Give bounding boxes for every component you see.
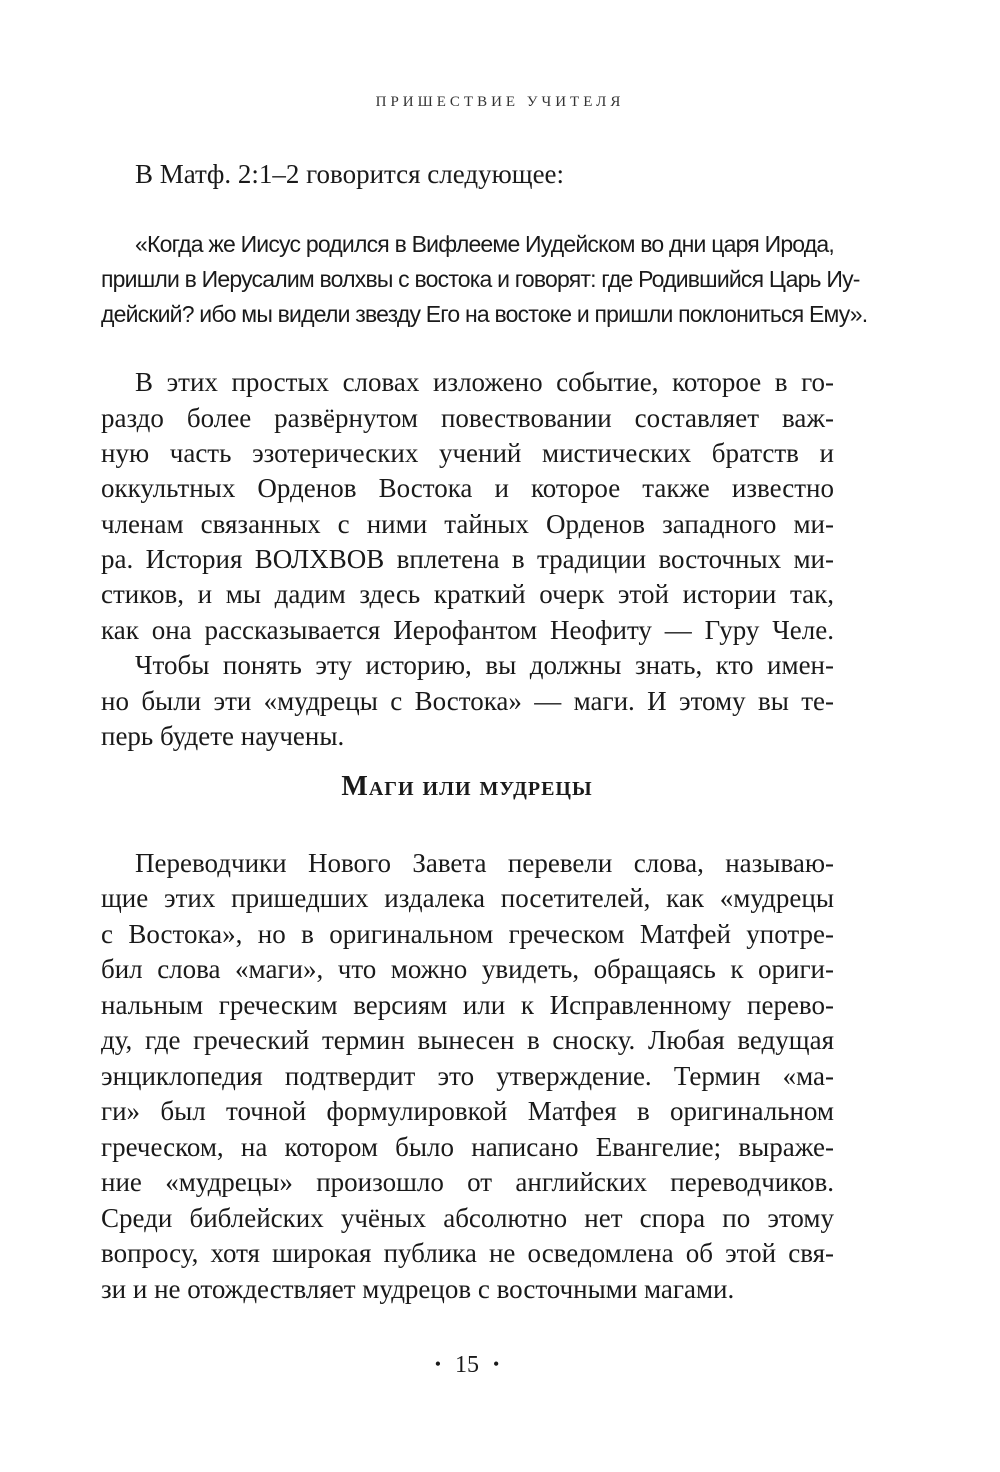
bullet-ornament-right: • <box>493 1354 500 1374</box>
paragraph-line: но были эти «мудрецы с Востока» — маги. И этому вы те- <box>101 686 834 716</box>
quote-line: «Когда же Иисус родился в Вифлееме Иудейском во дни царя Ирода, <box>135 231 834 257</box>
paragraph-line: оккультных Орденов Востока и которое также известно <box>101 473 834 503</box>
paragraph-line: нальным греческим версиям или к Исправленному перево- <box>101 990 834 1020</box>
page-number: 15 <box>455 1352 479 1378</box>
paragraph-line: ги» был точной формулировкой Матфея в оригинальном <box>101 1096 834 1126</box>
quote-line: пришли в Иерусалим волхвы с востока и говорят: где Родившийся Царь Иу- <box>101 266 860 292</box>
paragraph-line: членам связанных с ними тайных Орденов западного ми- <box>101 509 834 539</box>
bullet-ornament-left: • <box>434 1354 441 1374</box>
paragraph-line: раздо более развёрнутом повествовании составляет важ- <box>101 403 834 433</box>
running-head: ПРИШЕСТВИЕ УЧИТЕЛЯ <box>375 94 625 110</box>
paragraph-line: бил слова «маги», что можно увидеть, обращаясь к ориги- <box>101 954 834 984</box>
paragraph-line: Чтобы понять эту историю, вы должны знать, кто имен- <box>135 650 834 680</box>
folio <box>0 1352 934 1379</box>
paragraph-line: В этих простых словах изложено событие, которое в го- <box>135 367 834 397</box>
paragraph-line: ние «мудрецы» произошло от английских переводчиков. <box>101 1167 834 1197</box>
paragraph-line: как она рассказывается Иерофантом Неофиту — Гуру Челе. <box>101 615 834 645</box>
paragraph-line: греческом, на котором было написано Евангелие; выраже- <box>101 1132 834 1162</box>
paragraph-line: щие этих пришедших издалека посетителей, как «мудрецы <box>101 883 834 913</box>
section-heading: Маги или мудрецы <box>341 771 593 802</box>
paragraph-line: ду, где греческий термин вынесен в сноску. Любая ведущая <box>101 1025 834 1055</box>
intro-line: В Матф. 2:1–2 говорится следующее: <box>135 159 565 189</box>
paragraph-line: Среди библейских учёных абсолютно нет спора по этому <box>101 1203 834 1233</box>
paragraph-line: ную часть эзотерических учений мистических братств и <box>101 438 834 468</box>
paragraph-line: с Востока», но в оригинальном греческом Матфей употре- <box>101 919 834 949</box>
paragraph-line: Переводчики Нового Завета перевели слова, называю- <box>135 848 834 878</box>
paragraph-line: перь будете научены. <box>101 721 345 751</box>
paragraph-line: вопросу, хотя широкая публика не осведомлена об этой свя- <box>101 1238 834 1268</box>
paragraph-line: стиков, и мы дадим здесь краткий очерк этой истории так, <box>101 579 834 609</box>
quote-line: дейский? ибо мы видели звезду Его на востоке и пришли поклониться Ему». <box>101 301 868 327</box>
paragraph-line: ра. История ВОЛХВОВ вплетена в традиции восточных ми- <box>101 544 834 574</box>
paragraph-line: энциклопедия подтвердит это утверждение. Термин «ма- <box>101 1061 834 1091</box>
paragraph-line: зи и не отождествляет мудрецов с восточными магами. <box>101 1274 735 1304</box>
